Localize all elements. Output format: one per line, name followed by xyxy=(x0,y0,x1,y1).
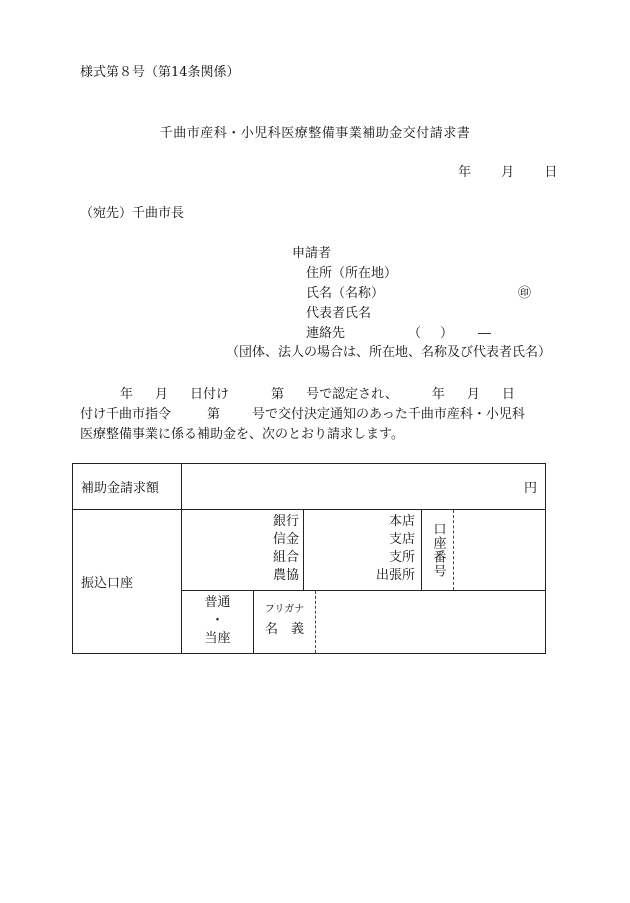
date-month: 月 xyxy=(501,165,515,180)
holder-grid xyxy=(182,590,545,653)
form-number: 様式第８号（第14条関係） xyxy=(80,65,240,80)
body-line2-start: 付け千曲市指令 xyxy=(80,407,172,422)
body-line2-rest: 号で交付決定通知のあった千曲市産科・小児科 xyxy=(252,407,525,422)
body-no-prefix-2: 第 xyxy=(207,407,221,422)
branch-type-field[interactable] xyxy=(304,510,422,590)
holder-name-label: 名 義 xyxy=(264,622,304,637)
applicant-name-label: 氏名（名称） xyxy=(306,286,385,301)
body-line-2 xyxy=(80,405,550,425)
account-type-field[interactable] xyxy=(182,591,254,653)
applicant-note: （団体、法人の場合は、所在地、名称及び代表者氏名） xyxy=(226,345,552,360)
payment-table xyxy=(72,463,546,654)
account-type-separator: ・ xyxy=(210,613,224,628)
branch-type-option: 支店 xyxy=(388,532,415,547)
account-details xyxy=(182,510,546,654)
body-certified: 号で認定され、 xyxy=(306,387,398,402)
bank-type-option: 銀行 xyxy=(272,514,299,529)
body-line-1 xyxy=(80,385,550,405)
bank-type-field[interactable] xyxy=(182,510,304,590)
applicant-contact-label: 連絡先 xyxy=(306,326,346,341)
bank-grid xyxy=(182,510,545,590)
bank-type-option: 農協 xyxy=(272,568,299,583)
document-title: 千曲市産科・小児科医療整備事業補助金交付請求書 xyxy=(159,126,471,141)
amount-row xyxy=(73,464,546,510)
applicant-address-label: 住所（所在地） xyxy=(306,266,398,281)
body-year-2: 年 xyxy=(431,387,445,402)
body-no-prefix: 第 xyxy=(271,387,285,402)
account-number-label: 口座番号 xyxy=(422,510,454,590)
holder-name-label-block xyxy=(254,591,316,653)
date-line xyxy=(458,165,557,181)
body-day-2: 日 xyxy=(501,387,515,402)
contact-paren-close: ） xyxy=(440,326,454,341)
account-label: 振込口座 xyxy=(73,510,182,654)
furigana-label: フリガナ xyxy=(264,604,305,615)
body-month-2: 月 xyxy=(466,387,480,402)
applicant-representative-label: 代表者氏名 xyxy=(306,306,372,321)
contact-paren-open: （ xyxy=(408,326,422,341)
account-number-field[interactable] xyxy=(454,510,545,590)
bank-type-option: 組合 xyxy=(272,550,299,565)
account-type-current: 当座 xyxy=(204,631,231,646)
date-year: 年 xyxy=(458,165,472,180)
amount-unit: 円 xyxy=(523,481,537,496)
contact-dash: ― xyxy=(478,326,491,341)
branch-type-option: 本店 xyxy=(388,514,415,529)
amount-field[interactable] xyxy=(182,464,546,510)
addressee: （宛先）千曲市長 xyxy=(80,206,185,221)
bank-type-option: 信金 xyxy=(272,532,299,547)
body-year: 年 xyxy=(120,387,134,402)
date-day: 日 xyxy=(544,165,558,180)
account-type-ordinary: 普通 xyxy=(204,595,231,610)
body-day-dated: 日付け xyxy=(190,387,230,402)
body-paragraph xyxy=(80,385,550,445)
amount-label: 補助金請求額 xyxy=(73,464,182,510)
branch-type-option: 支所 xyxy=(388,550,415,565)
seal-mark: ㊞ xyxy=(518,286,532,301)
body-month: 月 xyxy=(155,387,169,402)
branch-type-option: 出張所 xyxy=(375,568,415,583)
holder-name-field[interactable] xyxy=(316,591,545,653)
body-line-3: 医療整備事業に係る補助金を、次のとおり請求します。 xyxy=(80,427,404,442)
account-row xyxy=(73,510,546,654)
applicant-label: 申請者 xyxy=(292,246,332,261)
